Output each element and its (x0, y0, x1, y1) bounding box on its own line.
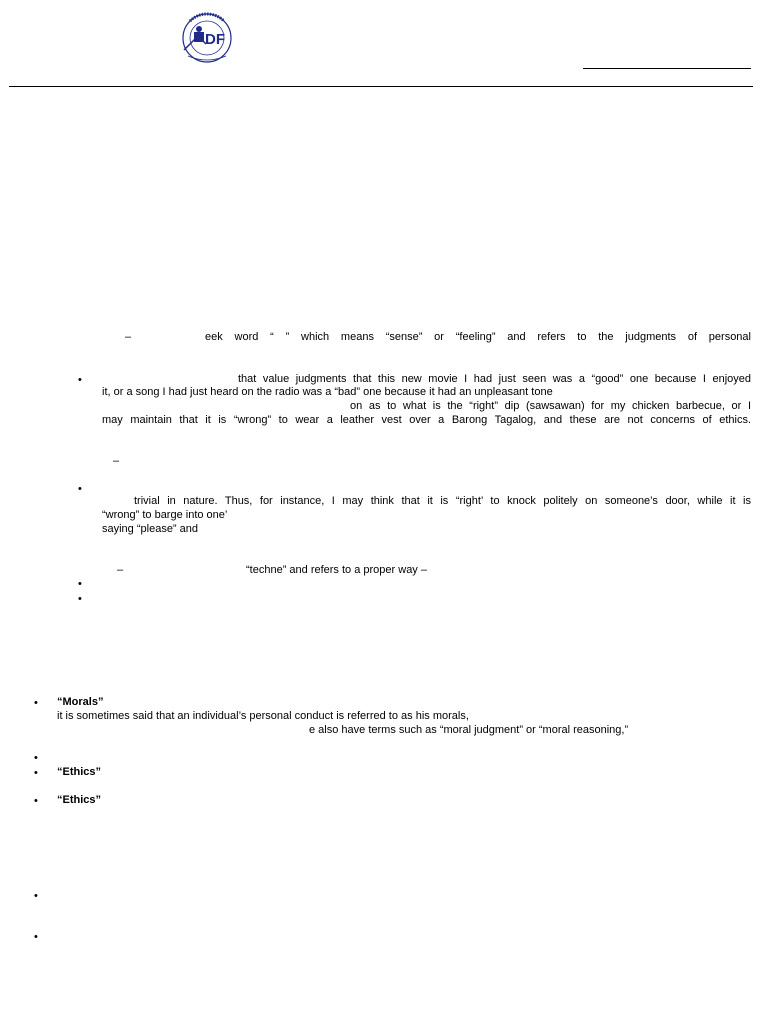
bullet-6: • (34, 890, 38, 902)
bullet-ethics-1: • (34, 767, 38, 779)
bullet-ethics-2: • (34, 795, 38, 807)
college-logo (176, 12, 238, 64)
bullet-1-line-3: on as to what is the “right” dip (sawsawan) for my chicken barbecue, or I (350, 400, 751, 412)
morals-line-1: it is sometimes said that an individual’s personal conduct is referred to as his morals, (57, 710, 469, 722)
header-divider (9, 86, 753, 87)
ethics-term-2: “Ethics” (57, 794, 102, 806)
bullet-2-line-2: “wrong” to barge into one’ (102, 509, 228, 521)
bullet-5: • (34, 752, 38, 764)
bullet-4: • (78, 593, 82, 605)
bullet-1-line-2: it, or a song I had just heard on the radio was a “bad” one because it had an unpleasant tone (102, 386, 553, 398)
bullet-1: • (78, 374, 82, 386)
paragraph-1-line: eek word “ ” which means “sense” or “feeling” and refers to the judgments of personal (205, 331, 751, 343)
bullet-1-line-4: may maintain that it is “wrong” to wear a leather vest over a Barong Tagalog, and these are not concerns of ethics. (102, 414, 751, 426)
bullet-morals: • (34, 697, 38, 709)
signature-line (583, 68, 751, 69)
ethics-term-1: “Ethics” (57, 766, 102, 778)
dash-1: – (125, 331, 132, 343)
morals-line-2: e also have terms such as “moral judgment” or “moral reasoning,” (309, 724, 629, 736)
bullet-1-line-1: that value judgments that this new movie I had just seen was a “good” one because I enjoyed (238, 373, 751, 385)
svg-text:DF: DF (205, 31, 225, 48)
bullet-7: • (34, 931, 38, 943)
dash-2: – (113, 455, 120, 467)
bullet-2-line-3: saying “please” and (102, 523, 199, 535)
morals-term: “Morals” (57, 696, 104, 708)
dash-3: – (117, 564, 124, 576)
bullet-2-line-1: trivial in nature. Thus, for instance, I may think that it is “right’ to knock politely on someone’s door, while it is (134, 495, 751, 507)
bullet-3: • (78, 578, 82, 590)
bullet-2: • (78, 483, 82, 495)
techne-line: “techne” and refers to a proper way – (246, 564, 427, 576)
